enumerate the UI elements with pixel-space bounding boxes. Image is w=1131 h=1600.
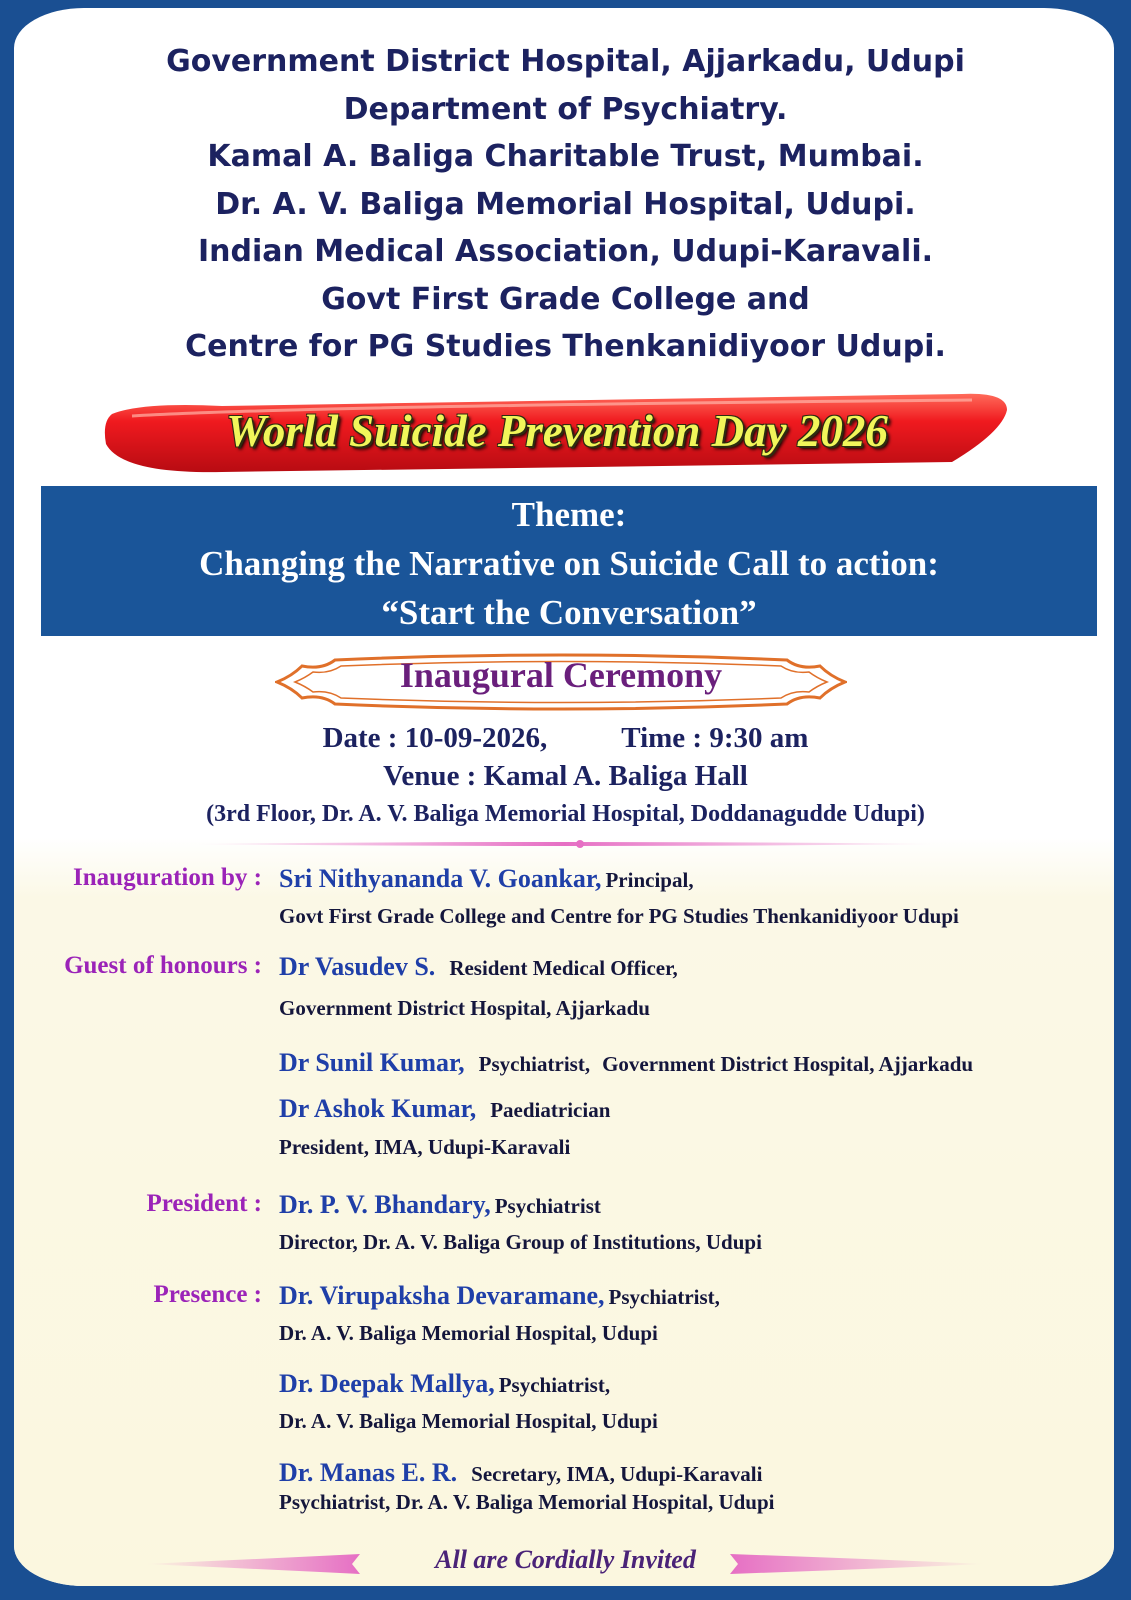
organizer-line: Government District Hospital, Ajjarkadu, Udupi	[166, 44, 965, 79]
event-time: Time : 9:30 am	[621, 722, 809, 754]
inaugurator-role: Principal,	[605, 868, 694, 892]
organizer-line: Dr. A. V. Baliga Memorial Hospital, Udupi.	[215, 186, 916, 222]
organizer-line: Govt First Grade College and	[321, 281, 810, 317]
presence-org: Dr. A. V. Baliga Memorial Hospital, Udupi	[279, 1321, 658, 1345]
presence-org: Psychiatrist, Dr. A. V. Baliga Memorial Hospital, Udupi	[279, 1490, 775, 1514]
guest-org: President, IMA, Udupi-Karavali	[279, 1135, 571, 1159]
organizer-line: Kamal A. Baliga Charitable Trust, Mumbai.	[207, 139, 924, 174]
inaugurator-name: Sri Nithyananda V. Goankar,	[279, 864, 602, 893]
guest-name: Dr Vasudev S.	[279, 952, 436, 981]
presence-name: Dr. Manas E. R.	[279, 1458, 458, 1487]
theme-line: Changing the Narrative on Suicide Call to action:	[199, 544, 939, 583]
guest-role: Paediatrician	[490, 1098, 611, 1122]
inauguration-label: Inauguration by :	[73, 864, 262, 891]
organizer-line: Indian Medical Association, Udupi-Karavali.	[197, 234, 933, 269]
theme-band	[41, 486, 1097, 636]
event-title: World Suicide Prevention Day 2026	[226, 406, 888, 456]
guest-name: Dr Ashok Kumar,	[279, 1094, 477, 1123]
guest-name: Dr Sunil Kumar,	[279, 1048, 465, 1077]
presence-label: Presence :	[153, 1281, 262, 1308]
presence-role: Psychiatrist,	[608, 1285, 720, 1309]
footer-invite: All are Cordially Invited	[435, 1545, 696, 1574]
guests-label: Guest of honours :	[64, 952, 262, 979]
date-time-line	[0, 722, 1131, 755]
section-divider	[185, 839, 945, 849]
presence-name: Dr. Virupaksha Devaramane,	[279, 1281, 605, 1310]
presence-role: Secretary, IMA, Udupi-Karavali	[471, 1462, 763, 1486]
guest-org: Government District Hospital, Ajjarkadu	[279, 996, 650, 1020]
event-address: (3rd Floor, Dr. A. V. Baliga Memorial Hospital, Doddanagudde Udupi)	[206, 801, 925, 827]
president-label: President :	[146, 1190, 262, 1217]
ceremony-title: Inaugural Ceremony	[399, 655, 723, 695]
organizer-line: Centre for PG Studies Thenkanidiyoor Udupi.	[185, 329, 946, 364]
president-role: Psychiatrist	[494, 1194, 601, 1218]
theme-line: “Start the Conversation”	[381, 593, 757, 632]
organizer-list	[0, 38, 1131, 371]
event-date: Date : 10-09-2026,	[322, 722, 548, 754]
guest-role: Psychiatrist,	[478, 1052, 591, 1076]
presence-name: Dr. Deepak Mallya,	[279, 1369, 495, 1398]
presence-role: Psychiatrist,	[498, 1373, 611, 1397]
president-org: Director, Dr. A. V. Baliga Group of Institutions, Udupi	[279, 1230, 762, 1254]
guest-org: Government District Hospital, Ajjarkadu	[602, 1052, 974, 1076]
inaugurator-org: Govt First Grade College and Centre for PG Studies Thenkanidiyoor Udupi	[279, 904, 959, 928]
guest-role: Resident Medical Officer,	[449, 956, 678, 980]
presence-org: Dr. A. V. Baliga Memorial Hospital, Udupi	[279, 1409, 658, 1433]
president-name: Dr. P. V. Bhandary,	[279, 1190, 491, 1219]
event-venue: Venue : Kamal A. Baliga Hall	[383, 760, 748, 792]
organizer-line: Department of Psychiatry.	[343, 91, 788, 127]
theme-heading: Theme:	[511, 495, 627, 534]
